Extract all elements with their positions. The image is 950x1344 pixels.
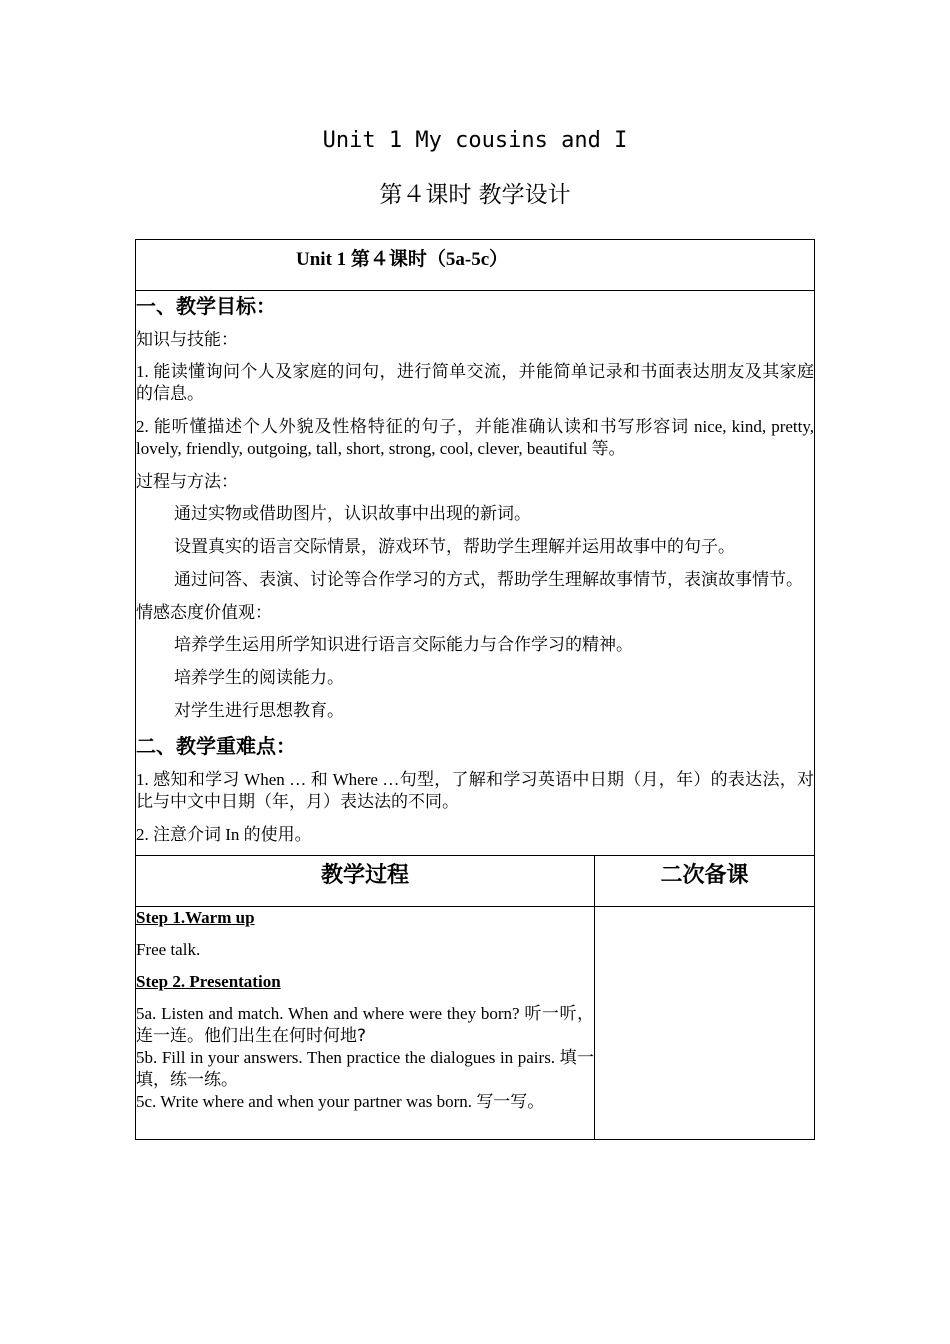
notes-cell <box>595 907 815 1140</box>
key-points-heading: 二、教学重难点： <box>136 734 296 758</box>
notes-column-label: 二次备课 <box>660 863 749 888</box>
document-subtitle: 第４课时 教学设计 <box>379 182 571 208</box>
knowledge-label: 知识与技能： <box>136 330 238 349</box>
objectives-cell <box>136 291 815 856</box>
objectives-heading: 一、教学目标： <box>136 294 276 318</box>
activity-5a: 5a. Listen and match. When and where were they born? 听一听，连一连。他们出生在何时何地? <box>136 1004 595 1046</box>
lesson-header-cell <box>136 240 815 291</box>
process-column-label: 教学过程 <box>320 863 409 888</box>
process-column-header <box>136 856 595 907</box>
activity-5b: 5b. Fill in your answers. Then practice the dialogues in pairs. 填一填，练一练。 <box>136 1048 594 1090</box>
lesson-plan-table <box>135 239 815 1140</box>
process-item: 通过问答、表演、讨论等合作学习的方式，帮助学生理解故事情节，表演故事情节。 <box>174 570 803 589</box>
lesson-title: Unit 1 第４课时（5a-5c） <box>296 249 509 270</box>
document-title: Unit 1 My cousins and I <box>322 128 628 153</box>
emotion-label: 情感态度价值观： <box>136 603 272 622</box>
steps-cell <box>136 907 595 1140</box>
knowledge-item: 2. 能听懂描述个人外貌及性格特征的句子，并能准确认读和书写形容词 nice, kind, pretty, lovely, friendly, outgoing, tall, short, strong, cool, clever, beautiful 等。 <box>136 417 814 458</box>
emotion-item: 对学生进行思想教育。 <box>174 701 344 720</box>
process-label: 过程与方法： <box>136 472 238 491</box>
process-item: 通过实物或借助图片，认识故事中出现的新词。 <box>174 504 531 523</box>
emotion-item: 培养学生的阅读能力。 <box>174 668 344 687</box>
activity-5c: 5c. Write where and when your partner was born. 写一写。 <box>136 1092 545 1112</box>
key-point-item: 1. 感知和学习 When … 和 Where …句型，了解和学习英语中日期（月，年）的表达法，对比与中文中日期（年，月）表达法的不同。 <box>136 770 814 811</box>
step2-title: Step 2. Presentation <box>136 972 281 991</box>
key-point-item: 2. 注意介词 In 的使用。 <box>136 825 312 844</box>
notes-column-header <box>595 856 815 907</box>
knowledge-item: 1. 能读懂询问个人及家庭的问句，进行简单交流，并能简单记录和书面表达朋友及其家庭的信息。 <box>136 362 814 403</box>
process-item: 设置真实的语言交际情景，游戏环节，帮助学生理解并运用故事中的句子。 <box>174 537 735 556</box>
step1-text: Free talk. <box>136 940 201 959</box>
emotion-item: 培养学生运用所学知识进行语言交际能力与合作学习的精神。 <box>174 635 633 654</box>
step1-title: Step 1.Warm up <box>136 908 255 927</box>
